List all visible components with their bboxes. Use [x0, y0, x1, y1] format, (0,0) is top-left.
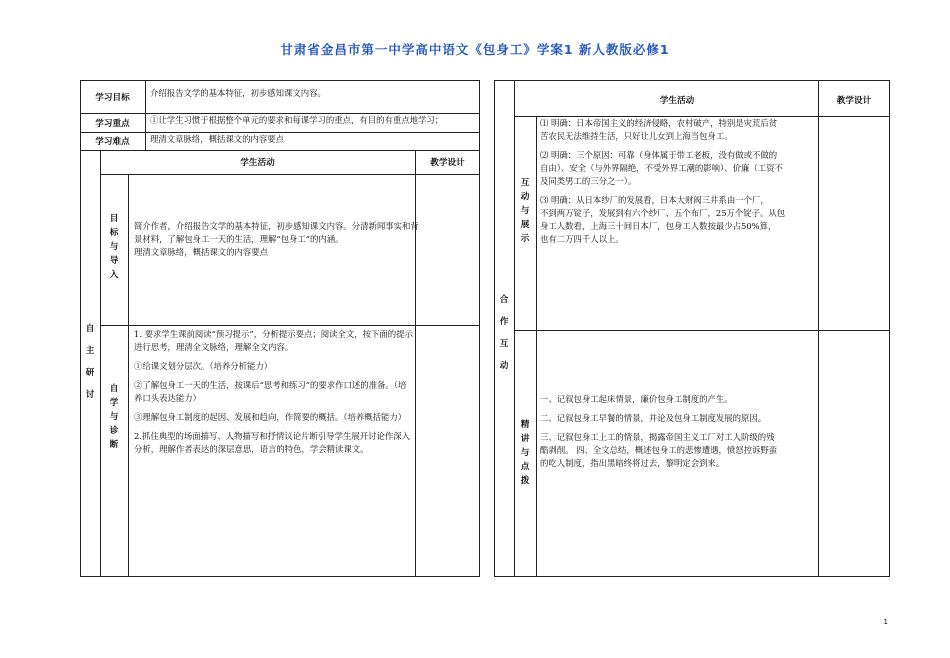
right-sub2_lines-line: 一、记叙包身工起床情景，廉价包身工制度的产生。: [540, 394, 733, 404]
row-label-focus: 学习重点: [95, 119, 130, 129]
right-sub1_lines-line: 及同类男工的三分之一）。: [540, 176, 637, 186]
right-sub1_lines-line: ⑵ 明确：三个原因：可靠（身体属于带工老板，没有做或不做的: [540, 150, 778, 160]
right-sub1_lines-line: 不到两万锭子，发展到有六个纱厂、五个布厂，25万个锭子。从包: [540, 208, 786, 218]
row-text-focus: ①让学生习惯于根据整个单元的要求和每课学习的重点，有目的有重点地学习；: [150, 115, 444, 125]
section-label-self-study: 自主研讨: [85, 324, 95, 400]
right-sub2_lines-line: 二、记叙包身工早餐的情景，并论及包身工制度发展的原因。: [540, 413, 767, 423]
right-sub1_lines-line: 也有二万四千人以上。: [540, 234, 624, 244]
left-sub2_lines-line: 2.抓住典型的场面描写、人物描写和抒情议论片断引导学生展开讨论作深入: [134, 431, 410, 441]
row-label-goal: 学习目标: [95, 93, 130, 103]
right-sub1_lines-line: ⑶ 明确：从日本纱厂的发展看，日本大财阀三井系由一个厂，: [540, 195, 769, 205]
left-sub2_lines-line: ③理解包身工制度的起因、发展和趋向，作简要的概括。（培养概括能力）: [134, 412, 407, 422]
row-text-goal: 介绍报告文学的基本特征，初步感知课文内容。: [150, 88, 326, 98]
row-label-difficulty: 学习难点: [95, 137, 130, 147]
left-sub2_lines-line: 进行思考，理清全文脉络，理解全文内容。: [134, 342, 294, 352]
self-diagnosis-text: [134, 328, 413, 456]
left-sub1_lines-line: 简介作者，介绍报告文学的基本特征，初步感知课文内容。分清新闻事实和背: [134, 221, 419, 231]
right-sub1_lines-line: 自由）、安全（与外界隔绝，不受外界工潮的影响）、价廉（工资不: [540, 163, 783, 173]
document-title: 甘肃省金昌市第一中学高中语文《包身工》学案1 新人教版必修1: [280, 42, 670, 57]
sub-label-interaction-display: 互动与展示: [520, 178, 530, 244]
right-sub2_lines-line: 酷剥削。 四、全文总结，概述包身工的悲惨遭遇，愤怒控诉野蛮: [540, 445, 778, 455]
right-sub2_lines-line: 三、记叙包身工上工的情景，揭露帝国主义工厂对工人阶级的残: [540, 432, 775, 442]
left-sub1_lines-line: 理清文章脉络，概括课文的内容要点: [134, 247, 268, 257]
left-header-activity: 学生活动: [240, 158, 275, 168]
right-sub1_lines-line: 苦农民无法维持生活，只好让儿女到上海当包身工。: [540, 131, 733, 141]
left-sub1_lines-line: 景材料，了解包身工一天的生活，理解“包身工”的内涵。: [134, 234, 344, 244]
interaction-display-text: [540, 117, 785, 246]
left-sub2_lines-line: 养口头表达能力）: [134, 393, 201, 403]
section-label-cooperation: 合作互动: [499, 295, 509, 371]
left-sub2_lines-line: 1. 要求学生课前阅读“预习提示”，分析提示要点；阅读全文，按下面的提示: [134, 329, 413, 339]
left-sub2_lines-line: ②了解包身工一天的生活，按课后“思考和练习”的要求作口述的准备。（培: [134, 380, 407, 390]
right-sub1_lines-line: 身工人数看，上海三十间日本厂，包身工人数按最少占50%算，: [540, 221, 777, 231]
goal-intro-text: [134, 220, 419, 259]
right-header-activity: 学生活动: [659, 96, 695, 106]
left-header-design: 教学设计: [430, 158, 465, 168]
right-sub2_lines-line: 的吃人制度，指出黑暗终将过去，黎明定会到来。: [540, 458, 725, 468]
sub-label-goal-intro: 目标与导入: [109, 214, 119, 280]
explanation-guidance-text: [540, 393, 777, 470]
sub-label-self-diagnosis: 自学与诊断: [109, 384, 119, 450]
right-sub1_lines-line: ⑴ 明确：日本帝国主义的经济侵略，农村破产，特别是灾荒后贫: [540, 118, 778, 128]
right-header-design: 教学设计: [836, 96, 872, 106]
left-sub2_lines-line: 分析，理解作者表达的深层意思，语言的特色，学会精读课文。: [134, 444, 369, 454]
row-text-difficulty: 理清文章脉络，概括课文的内容要点: [150, 134, 284, 144]
left-sub2_lines-line: ①给课文划分层次。（培养分析能力）: [134, 361, 273, 371]
sub-label-explanation-guidance: 精讲与点拨: [520, 420, 530, 486]
page-number: 1: [883, 618, 888, 626]
